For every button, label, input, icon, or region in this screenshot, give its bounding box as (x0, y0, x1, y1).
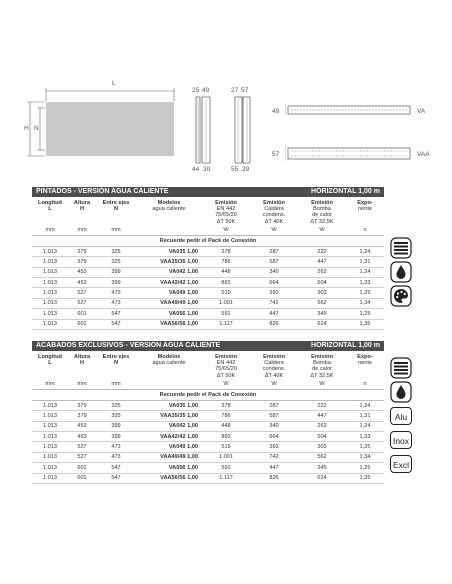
radiator-icon (390, 237, 412, 259)
cell-entre-ejes: 325 (96, 400, 136, 410)
cell-longitud: 1.013 (32, 431, 68, 441)
cell-bomba: 562 (298, 452, 346, 462)
cell-emision: 893 (202, 277, 250, 287)
pack-note-row (32, 235, 384, 246)
col-bomba-line: Bomba (313, 206, 331, 213)
unit-cell: mm (68, 225, 96, 236)
cell-longitud: 1.013 (32, 277, 68, 287)
cell-longitud: 1.013 (32, 267, 68, 277)
col-longitud-line: Longitud (38, 200, 62, 206)
cell-caldera: 664 (250, 277, 298, 287)
unit-cell: mm (32, 379, 68, 390)
water-drop-icon (390, 261, 412, 283)
col-exponente-line: Expo- (357, 354, 373, 360)
pack-note: Recuerde pedir el Pack de Conexión (32, 235, 384, 246)
vaa-top-svg (285, 145, 415, 163)
cell-caldera: 287 (250, 246, 298, 256)
unit-cell: W (250, 379, 298, 390)
col-caldera-line: Emisión (263, 354, 285, 360)
table-row (32, 288, 384, 298)
col-caldera-line: Emisión (263, 200, 285, 206)
cell-entre-ejes: 473 (96, 442, 136, 452)
cell-bomba: 447 (298, 411, 346, 421)
cell-exponente: 1,31 (346, 257, 384, 267)
cell-emision: 1.001 (202, 298, 250, 308)
cell-emision: 378 (202, 400, 250, 410)
col-caldera (250, 198, 298, 225)
cell-bomba: 303 (298, 442, 346, 452)
table-row (32, 473, 384, 483)
cell-bomba: 222 (298, 400, 346, 410)
cell-altura: 453 (68, 277, 96, 287)
col-emision-line: 75/65/20 (215, 366, 237, 373)
col-longitud (32, 352, 68, 379)
cell-altura: 379 (68, 246, 96, 256)
pack-note-row (32, 389, 384, 400)
cell-emision: 448 (202, 421, 250, 431)
unit-cell: n (346, 225, 384, 236)
cell-longitud: 1.013 (32, 246, 68, 256)
cell-longitud: 1.013 (32, 421, 68, 431)
cell-modelo: VA049 1,00 (136, 442, 202, 452)
col-caldera-line: condens. (262, 366, 286, 373)
unit-cell: W (298, 225, 346, 236)
cell-modelo: VAA56/56 1,00 (136, 319, 202, 329)
col-altura (68, 198, 96, 225)
col-altura-line: Altura (73, 354, 91, 360)
cell-exponente: 1,34 (346, 452, 384, 462)
col-caldera-line: Caldera (264, 360, 284, 367)
col-caldera-line: Caldera (264, 206, 284, 213)
cell-caldera: 742 (250, 298, 298, 308)
cell-modelo: VA056 1,00 (136, 309, 202, 319)
col-emision-line: EN 442 (216, 360, 236, 367)
col-entre-ejes-line: N (113, 360, 119, 367)
cell-emision: 448 (202, 267, 250, 277)
cell-longitud: 1.013 (32, 463, 68, 473)
col-caldera-line: condens. (262, 212, 286, 219)
table-row (32, 431, 384, 441)
cell-altura: 379 (68, 411, 96, 421)
unit-cell: mm (96, 225, 136, 236)
cell-entre-ejes: 325 (96, 257, 136, 267)
col-altura-line: H (79, 206, 85, 213)
col-bomba-line: de calor (312, 212, 332, 219)
units-row (32, 225, 384, 236)
cell-modelo: VAA42/42 1,00 (136, 277, 202, 287)
col-exponente (346, 198, 384, 225)
cell-modelo: VAA49/49 1,00 (136, 298, 202, 308)
cell-altura: 601 (68, 463, 96, 473)
height-label: H (24, 125, 29, 132)
cell-modelo: VAA42/42 1,00 (136, 431, 202, 441)
table-row (32, 246, 384, 256)
section1-table (32, 198, 384, 330)
cell-longitud: 1.013 (32, 309, 68, 319)
col-emision-line: EN 442 (216, 206, 236, 213)
cell-exponente: 1,25 (346, 288, 384, 298)
col-entre-ejes (96, 198, 136, 225)
side-b-bottom-1: 55 (231, 166, 239, 173)
cell-exponente: 1,33 (346, 431, 384, 441)
section1-header (32, 187, 384, 197)
col-entre-ejes-line: N (113, 206, 119, 213)
side-a-top-1: 25 (192, 87, 200, 94)
cell-altura: 601 (68, 473, 96, 483)
cell-caldera: 393 (250, 288, 298, 298)
col-bomba-line: de calor (312, 366, 332, 373)
col-emision (202, 198, 250, 225)
unit-cell (136, 225, 202, 236)
col-bomba-line: ΔT 32,5K (310, 218, 334, 225)
cell-modelo: VA056 1,00 (136, 463, 202, 473)
inox-badge: Inox (390, 431, 412, 449)
table-row (32, 298, 384, 308)
table-row (32, 400, 384, 410)
col-caldera (250, 352, 298, 379)
cell-exponente: 1,33 (346, 277, 384, 287)
section1-orientation: HORIZONTAL 1,00 m (311, 188, 380, 195)
front-view-svg (20, 82, 180, 168)
water-drop-icon (390, 381, 412, 403)
cell-modelo: VA042 1,00 (136, 421, 202, 431)
col-modelos-line: agua caliente (152, 206, 186, 213)
side-b-svg (232, 95, 254, 167)
col-altura-line: H (79, 360, 85, 367)
table-row (32, 257, 384, 267)
cell-longitud: 1.013 (32, 452, 68, 462)
cell-entre-ejes: 399 (96, 277, 136, 287)
cell-altura: 527 (68, 298, 96, 308)
cell-modelo: VAA35/35 1,00 (136, 411, 202, 421)
unit-cell (136, 379, 202, 390)
cell-longitud: 1.013 (32, 298, 68, 308)
column-header-row (32, 198, 384, 225)
cell-modelo: VAA56/56 1,00 (136, 473, 202, 483)
palette-icon (390, 285, 412, 307)
cell-exponente: 1,34 (346, 298, 384, 308)
unit-cell: mm (68, 379, 96, 390)
cell-entre-ejes: 399 (96, 431, 136, 441)
cell-caldera: 826 (250, 473, 298, 483)
cell-altura: 453 (68, 267, 96, 277)
cell-modelo: VAA49/49 1,00 (136, 452, 202, 462)
col-emision-line: Emisión (215, 354, 237, 360)
cell-exponente: 1,35 (346, 473, 384, 483)
unit-cell: mm (96, 379, 136, 390)
col-exponente-line: nente (358, 206, 372, 213)
col-exponente-line: nente (358, 360, 372, 367)
col-entre-ejes-line: Entre ejes (102, 354, 130, 360)
cell-altura: 601 (68, 319, 96, 329)
cell-altura: 601 (68, 309, 96, 319)
col-emision-line: ΔT 50K (216, 218, 236, 225)
col-bomba (298, 352, 346, 379)
cell-longitud: 1.013 (32, 411, 68, 421)
cell-caldera: 664 (250, 431, 298, 441)
cell-entre-ejes: 547 (96, 319, 136, 329)
unit-cell: n (346, 379, 384, 390)
section2-table (32, 352, 384, 484)
col-bomba (298, 198, 346, 225)
side-b-bottom-2: 29 (242, 166, 250, 173)
cell-modelo: VA042 1,00 (136, 267, 202, 277)
va-label: VA (417, 108, 426, 115)
cell-exponente: 1,24 (346, 246, 384, 256)
units-row (32, 379, 384, 390)
cell-emision: 786 (202, 411, 250, 421)
va-depth-label: 49 (272, 108, 280, 115)
col-bomba-line: Emisión (311, 200, 333, 206)
cell-entre-ejes: 473 (96, 288, 136, 298)
col-entre-ejes (96, 352, 136, 379)
unit-cell: mm (32, 225, 68, 236)
radiator-panel (46, 102, 174, 156)
cell-longitud: 1.013 (32, 288, 68, 298)
cell-altura: 527 (68, 288, 96, 298)
cell-caldera: 587 (250, 257, 298, 267)
cell-altura: 379 (68, 257, 96, 267)
unit-cell: W (298, 379, 346, 390)
cell-exponente: 1,25 (346, 463, 384, 473)
section1-title: PINTADOS - VERSIÓN AGUA CALIENTE (36, 188, 169, 195)
cell-modelo: VAA35/35 1,00 (136, 257, 202, 267)
cell-exponente: 1,24 (346, 400, 384, 410)
cell-bomba: 263 (298, 421, 346, 431)
table-row (32, 267, 384, 277)
col-modelos-line: agua caliente (152, 360, 186, 367)
cell-modelo: VA049 1,00 (136, 288, 202, 298)
cell-altura: 527 (68, 442, 96, 452)
table-row (32, 452, 384, 462)
table-row (32, 411, 384, 421)
col-emision (202, 352, 250, 379)
cell-entre-ejes: 547 (96, 309, 136, 319)
cell-bomba: 504 (298, 277, 346, 287)
col-exponente (346, 352, 384, 379)
cell-entre-ejes: 399 (96, 267, 136, 277)
cell-caldera: 587 (250, 411, 298, 421)
length-label: L (112, 80, 116, 87)
cell-emision: 519 (202, 288, 250, 298)
cell-longitud: 1.013 (32, 319, 68, 329)
cell-caldera: 742 (250, 452, 298, 462)
cell-emision: 893 (202, 431, 250, 441)
section2-header (32, 341, 384, 351)
vaa-depth-label: 57 (272, 151, 280, 158)
col-altura (68, 352, 96, 379)
cell-altura: 453 (68, 421, 96, 431)
cell-longitud: 1.013 (32, 400, 68, 410)
col-modelos-line: Modelos (157, 200, 181, 206)
col-longitud-line: L (48, 360, 52, 367)
col-caldera-line: ΔT 40K (264, 372, 284, 379)
cell-altura: 379 (68, 400, 96, 410)
pack-note: Recuerde pedir el Pack de Conexión (32, 389, 384, 400)
cell-longitud: 1.013 (32, 257, 68, 267)
cell-caldera: 287 (250, 400, 298, 410)
unit-cell: W (202, 379, 250, 390)
cell-caldera: 447 (250, 309, 298, 319)
section2-title: ACABADOS EXCLUSIVOS - VERSIÓN AGUA CALIENTE (36, 342, 221, 349)
cell-bomba: 447 (298, 257, 346, 267)
cell-entre-ejes: 473 (96, 452, 136, 462)
cell-exponente: 1,25 (346, 442, 384, 452)
cell-entre-ejes: 547 (96, 463, 136, 473)
cell-emision: 786 (202, 257, 250, 267)
cell-bomba: 222 (298, 246, 346, 256)
cell-entre-ejes: 325 (96, 246, 136, 256)
cell-bomba: 562 (298, 298, 346, 308)
cell-emision: 519 (202, 442, 250, 452)
col-longitud (32, 198, 68, 225)
table-row (32, 421, 384, 431)
excl-badge: Excl (390, 455, 412, 473)
table-row (32, 277, 384, 287)
col-caldera-line: ΔT 40K (264, 218, 284, 225)
table-row (32, 463, 384, 473)
cell-exponente: 1,24 (346, 267, 384, 277)
column-header-row (32, 352, 384, 379)
side-a-svg (192, 95, 214, 167)
unit-cell: W (202, 225, 250, 236)
col-longitud-line: Longitud (38, 354, 62, 360)
cell-emision: 1.001 (202, 452, 250, 462)
side-a-bottom-2: 30 (203, 166, 211, 173)
cell-exponente: 1,25 (346, 309, 384, 319)
side-a-bottom-1: 44 (192, 166, 200, 173)
cell-caldera: 826 (250, 319, 298, 329)
cell-caldera: 340 (250, 421, 298, 431)
side-b-top-2: 57 (241, 87, 249, 94)
table-row (32, 319, 384, 329)
radiator-icon (390, 357, 412, 379)
cell-caldera: 447 (250, 463, 298, 473)
cell-emision: 591 (202, 309, 250, 319)
va-top-svg (285, 103, 415, 119)
cell-bomba: 263 (298, 267, 346, 277)
cell-emision: 378 (202, 246, 250, 256)
cell-altura: 527 (68, 452, 96, 462)
cell-bomba: 303 (298, 288, 346, 298)
cell-caldera: 340 (250, 267, 298, 277)
cell-bomba: 504 (298, 431, 346, 441)
col-emision-line: ΔT 50K (216, 372, 236, 379)
cell-exponente: 1,35 (346, 319, 384, 329)
cell-bomba: 345 (298, 309, 346, 319)
col-emision-line: Emisión (215, 200, 237, 206)
col-altura-line: Altura (73, 200, 91, 206)
col-bomba-line: ΔT 32,5K (310, 372, 334, 379)
col-modelos-line: Modelos (157, 354, 181, 360)
cell-emision: 1.117 (202, 319, 250, 329)
side-b-top-1: 27 (231, 87, 239, 94)
section2-orientation: HORIZONTAL 1,00 m (311, 342, 380, 349)
col-bomba-line: Bomba (313, 360, 331, 367)
cell-exponente: 1,24 (346, 421, 384, 431)
col-entre-ejes-line: Entre ejes (102, 200, 130, 206)
cell-altura: 453 (68, 431, 96, 441)
col-modelos (136, 198, 202, 225)
cell-longitud: 1.013 (32, 473, 68, 483)
cell-bomba: 624 (298, 319, 346, 329)
cell-modelo: VA035 1,00 (136, 246, 202, 256)
table-row (32, 309, 384, 319)
cell-emision: 591 (202, 463, 250, 473)
cell-entre-ejes: 325 (96, 411, 136, 421)
vaa-label: VAA (417, 151, 430, 158)
col-modelos (136, 352, 202, 379)
col-longitud-line: L (48, 206, 52, 213)
col-emision-line: 75/65/20 (215, 212, 237, 219)
cell-entre-ejes: 547 (96, 473, 136, 483)
side-a-top-2: 49 (202, 87, 210, 94)
cell-entre-ejes: 473 (96, 298, 136, 308)
cell-bomba: 345 (298, 463, 346, 473)
cell-entre-ejes: 399 (96, 421, 136, 431)
axis-label: N (34, 125, 39, 132)
unit-cell: W (250, 225, 298, 236)
cell-modelo: VA035 1,00 (136, 400, 202, 410)
cell-emision: 1.117 (202, 473, 250, 483)
cell-bomba: 624 (298, 473, 346, 483)
col-exponente-line: Expo- (357, 200, 373, 206)
table-row (32, 442, 384, 452)
cell-caldera: 393 (250, 442, 298, 452)
cell-exponente: 1,31 (346, 411, 384, 421)
alu-badge: Alu (390, 407, 412, 425)
col-bomba-line: Emisión (311, 354, 333, 360)
cell-longitud: 1.013 (32, 442, 68, 452)
